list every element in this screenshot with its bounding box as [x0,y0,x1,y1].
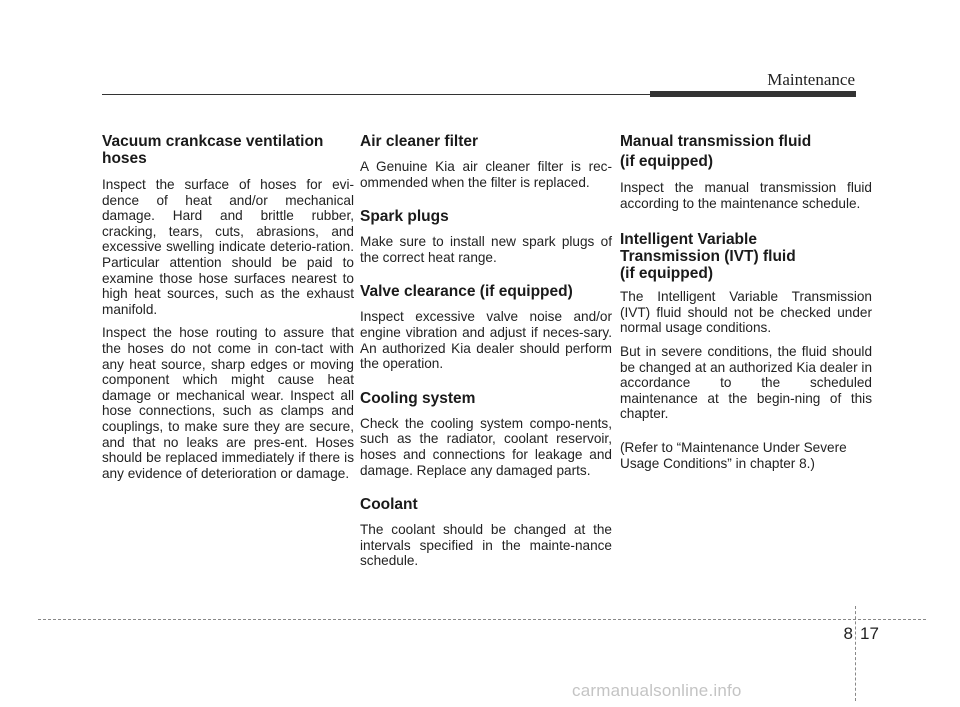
header-rule-thin [102,94,650,95]
ivt-fluid-reference: (Refer to “Maintenance Under Severe Usage Conditions” in chapter 8.) [620,439,847,471]
page-number-separator [855,606,856,701]
valve-clearance-text: Inspect excessive valve noise and/or engine vibration and adjust if neces-sary. An authorized Kia dealer should perform the operation. [360,309,612,372]
column-3 [620,133,872,471]
page-number: 17 [860,624,879,643]
air-cleaner-text: A Genuine Kia air cleaner filter is rec-ommended when the filter is replaced. [360,159,612,190]
vacuum-hoses-paragraph-1: Inspect the surface of hoses for evi-dence of heat and/or mechanical damage. Hard and brittle rubber, cracking, tears, cuts, abrasions, and excessive swelling indicate deterio-ration. Particular attention should be paid to examine those hose surfaces nearest to high heat sources, such as the exhaust manifold. [102,177,354,317]
air-cleaner-heading: Air cleaner filter [360,133,479,150]
valve-clearance-heading: Valve clearance (if equipped) [360,283,573,301]
footer-dashed-rule [38,619,926,620]
chapter-number: 8 [843,624,853,643]
header-rule-thick [650,91,856,97]
coolant-heading: Coolant [360,496,418,514]
ivt-fluid-text-2: But in severe conditions, the fluid should be changed at an authorized Kia dealer in accordance to the scheduled maintenance at the begin-ning of this chapter. [620,343,872,422]
spark-plugs-text: Make sure to install new spark plugs of the correct heat range. [360,234,612,265]
ivt-fluid-heading: Intelligent Variable Transmission (IVT) fluid (if equipped) [620,231,796,283]
header-section-title: Maintenance [767,70,855,89]
column-2 [360,133,612,587]
cooling-system-heading: Cooling system [360,389,476,407]
coolant-text: The coolant should be changed at the intervals specified in the mainte-nance schedule. [360,522,612,569]
watermark: carmanualsonline.info [572,681,742,700]
column-1 [102,133,354,481]
spark-plugs-heading: Spark plugs [360,208,449,226]
manual-transmission-text: Inspect the manual transmission fluid according to the maintenance schedule. [620,180,872,211]
cooling-system-text: Check the cooling system compo-nents, such as the radiator, coolant reservoir, hoses and connections for leakage and damage. Replace any damaged parts. [360,415,612,478]
manual-transmission-heading: Manual transmission fluid [620,133,812,150]
manual-transmission-heading-qualifier: (if equipped) [620,153,713,170]
vacuum-hoses-paragraph-2: Inspect the hose routing to assure that the hoses do not come in con-tact with any heat source, sharp edges or moving component which might cause heat damage or mechanical wear. Inspect all hose connections, such as clamps and couplings, to make sure they are secure, and that no leaks are pres-ent. Hoses should be replaced immediately if there is any evidence of deterioration or damage. [102,325,354,481]
vacuum-hoses-heading: Vacuum crankcase ventilation hoses [102,133,324,167]
ivt-fluid-text-1: The Intelligent Variable Transmission (IVT) fluid should not be checked under normal usage conditions. [620,289,872,336]
